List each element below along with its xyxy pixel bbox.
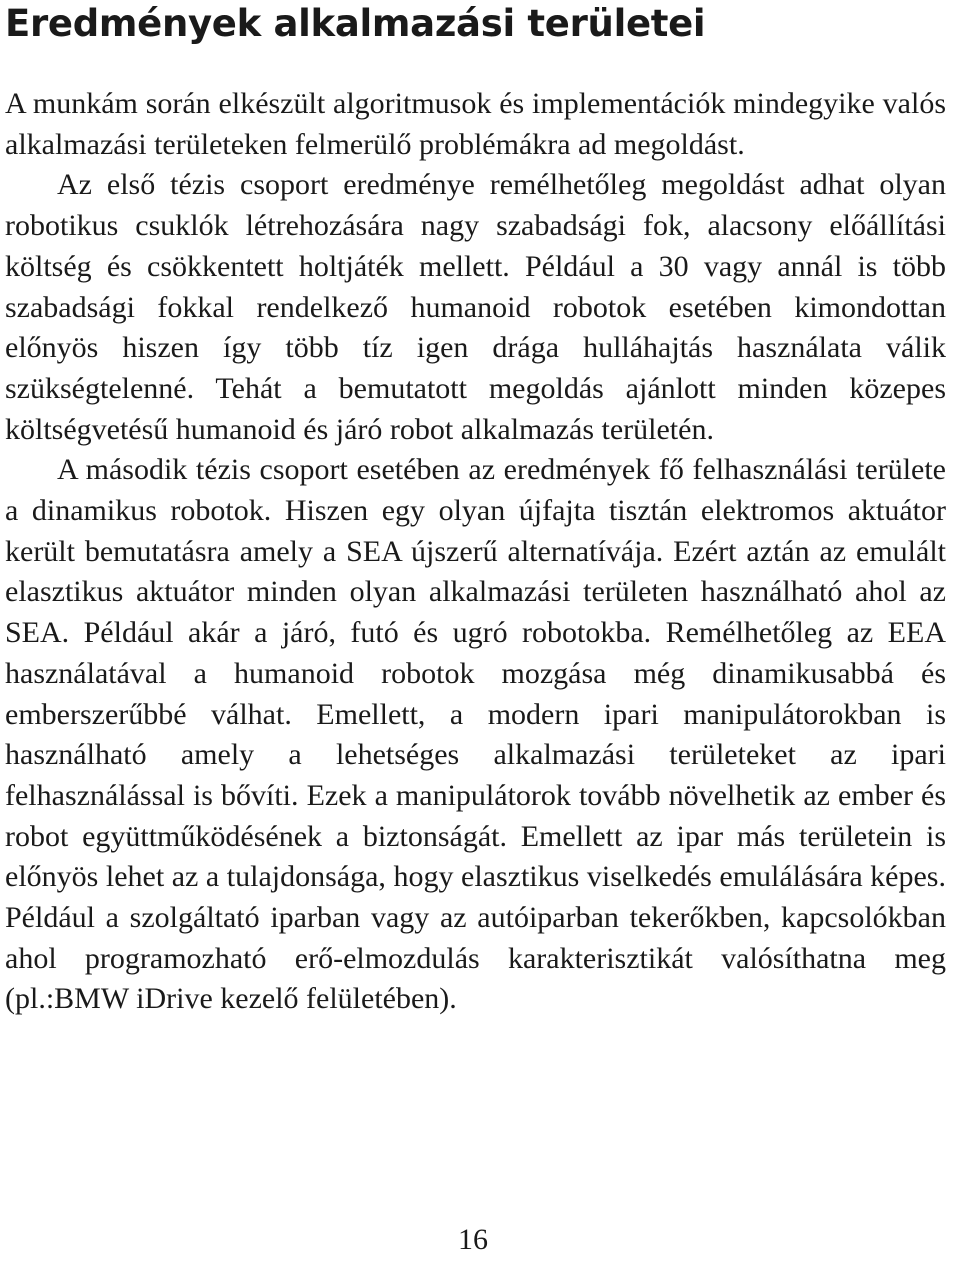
paragraph-first-thesis: Az első tézis csoport eredménye remélhetőleg megoldást adhat olyan robotikus csuklók létrehozására nagy szabadsági fok, alacsony előállítási költség és csökkentett holtjáték mellett. Például a 30 vagy annál is több szabadsági fokkal rendelkező humanoid robotok esetében kimondottan előnyös hiszen így több tíz igen drága hulláhajtás használata válik szükségtelenné. Tehát a bemutatott megoldás ajánlott minden közepes költségvetésű humanoid és járó robot alkalmazás területén.: [5, 168, 946, 446]
paragraph-second-thesis: A második tézis csoport esetében az eredmények fő felhasználási területe a dinamikus robotok. Hiszen egy olyan újfajta tisztán elektromos aktuátor került bemutatásra amely a SEA újszerű alternatívája. Ezért aztán az emulált elasztikus aktuátor minden olyan alkalmazási területen használható ahol az SEA. Például akár a járó, futó és ugró robotokba. Remélhetőleg az EEA használatával a humanoid robotok mozgása még dinamikusabbá és emberszerűbbé válhat. Emellett, a modern ipari manipulátorokban is használható amely a lehetséges alkalmazási területeket az ipari felhasználással is bővíti. Ezek a manipulátorok tovább növelhetik az ember és robot együttműködésének a biztonságát. Emellett az ipar más területein is előnyös lehet az a tulajdonsága, hogy elasztikus viselkedés emulálására képes. Például a szolgáltató iparban vagy az autóiparban tekerőkben, kapcsolókban ahol programozható erő-elmozdulás karakterisztikát valósíthatna meg (pl.:BMW iDrive kezelő felületében).: [5, 453, 946, 1016]
section-heading: Eredmények alkalmazási területei: [5, 2, 706, 45]
paragraph-intro: A munkám során elkészült algoritmusok és implementációk mindegyike valós alkalmazási területeken felmerülő problémákra ad megoldást.: [5, 87, 946, 161]
body-text: [5, 84, 946, 1020]
page-number: 16: [458, 1223, 488, 1256]
